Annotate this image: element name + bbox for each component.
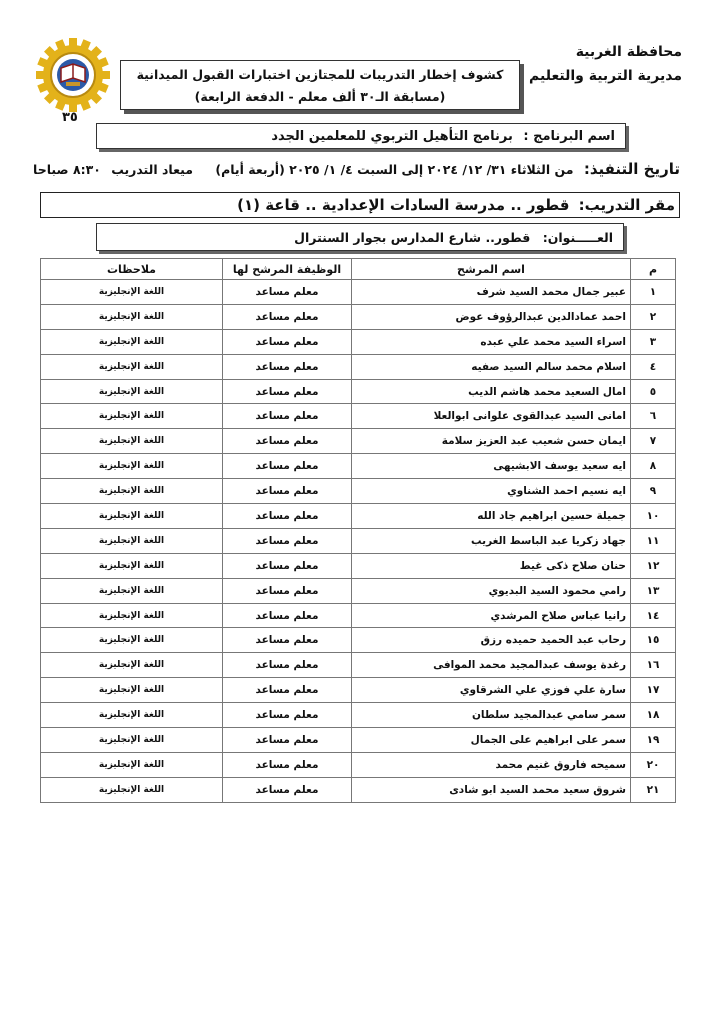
candidate-notes: اللغة الإنجليزية <box>41 479 223 504</box>
candidate-position: معلم مساعد <box>223 354 352 379</box>
candidate-position: معلم مساعد <box>223 504 352 529</box>
address-label: العـــــنوان: <box>542 230 613 245</box>
candidate-notes: اللغة الإنجليزية <box>41 454 223 479</box>
candidate-position: معلم مساعد <box>223 752 352 777</box>
table-row <box>41 703 676 728</box>
execution-label: تاريخ التنفيذ: <box>583 160 680 178</box>
candidate-position: معلم مساعد <box>223 304 352 329</box>
row-number: ١ <box>631 280 676 305</box>
document-title-box <box>120 60 520 110</box>
table-row <box>41 553 676 578</box>
candidate-name: حنان صلاح ذكى غيط <box>352 553 631 578</box>
candidate-name: ايه نسيم احمد الشناوي <box>352 479 631 504</box>
document-subtitle: (مسابقة الـ٣٠ ألف معلم - الدفعة الرابعة) <box>194 89 446 104</box>
candidate-position: معلم مساعد <box>223 479 352 504</box>
table-body <box>41 280 676 803</box>
row-number: ٢١ <box>631 777 676 802</box>
training-time-label: ميعاد التدريب <box>111 162 193 177</box>
row-number: ١٥ <box>631 628 676 653</box>
execution-line <box>18 160 680 178</box>
candidate-notes: اللغة الإنجليزية <box>41 504 223 529</box>
table-row <box>41 777 676 802</box>
document-title: كشوف إخطار التدريبات للمجتازين اختبارات القبول الميدانية <box>136 67 504 82</box>
program-label: اسم البرنامج : <box>523 129 615 144</box>
training-time-value: ٨:٣٠ صباحا <box>33 162 101 177</box>
header-name: اسم المرشح <box>352 259 631 280</box>
candidate-notes: اللغة الإنجليزية <box>41 603 223 628</box>
candidate-position: معلم مساعد <box>223 653 352 678</box>
row-number: ١٤ <box>631 603 676 628</box>
candidates-table <box>40 258 676 803</box>
candidate-name: سمر سامي عبدالمجيد سلطان <box>352 703 631 728</box>
gear-emblem-icon <box>36 38 110 112</box>
header-job: الوظيفة المرشح لها <box>223 259 352 280</box>
table-row <box>41 280 676 305</box>
candidate-name: سميحه فاروق غنيم محمد <box>352 752 631 777</box>
candidate-notes: اللغة الإنجليزية <box>41 429 223 454</box>
candidate-position: معلم مساعد <box>223 280 352 305</box>
venue-value: قطور .. مدرسة السادات الإعدادية .. قاعة (١) <box>237 196 570 214</box>
header-directorate-block <box>529 40 682 88</box>
candidate-name: سمر على ابراهيم على الجمال <box>352 728 631 753</box>
address-box <box>96 223 624 251</box>
header-num: م <box>631 259 676 280</box>
table-row <box>41 528 676 553</box>
candidate-notes: اللغة الإنجليزية <box>41 280 223 305</box>
candidate-name: اسلام محمد سالم السيد صفيه <box>352 354 631 379</box>
address-value: قطور.. شارع المدارس بجوار السنترال <box>294 230 531 245</box>
candidate-notes: اللغة الإنجليزية <box>41 404 223 429</box>
candidate-position: معلم مساعد <box>223 454 352 479</box>
row-number: ٢٠ <box>631 752 676 777</box>
row-number: ١٨ <box>631 703 676 728</box>
row-number: ٨ <box>631 454 676 479</box>
directorate-name: مديرية التربية والتعليم <box>529 68 682 84</box>
candidate-position: معلم مساعد <box>223 379 352 404</box>
governorate-name: محافظة الغربية <box>575 44 682 60</box>
execution-dates: من الثلاثاء ٣١/ ١٢/ ٢٠٢٤ إلى السبت ٤/ ١/ ٢٠٢٥ (أربعة أيام) <box>215 162 574 177</box>
table-row <box>41 504 676 529</box>
page-number: ٣٥ <box>62 110 78 125</box>
candidate-position: معلم مساعد <box>223 429 352 454</box>
table-row <box>41 628 676 653</box>
candidate-notes: اللغة الإنجليزية <box>41 653 223 678</box>
candidate-name: امانى السيد عبدالقوى علوانى ابوالعلا <box>352 404 631 429</box>
header-notes: ملاحظات <box>41 259 223 280</box>
row-number: ٣ <box>631 329 676 354</box>
row-number: ١٣ <box>631 578 676 603</box>
table-row <box>41 429 676 454</box>
candidate-name: اسراء السيد محمد علي عبده <box>352 329 631 354</box>
candidate-name: رحاب عبد الحميد حميده رزق <box>352 628 631 653</box>
candidate-name: رامي محمود السيد البديوي <box>352 578 631 603</box>
table-row <box>41 678 676 703</box>
candidate-position: معلم مساعد <box>223 678 352 703</box>
candidate-name: جميلة حسين ابراهيم جاد الله <box>352 504 631 529</box>
candidate-notes: اللغة الإنجليزية <box>41 752 223 777</box>
candidate-notes: اللغة الإنجليزية <box>41 354 223 379</box>
candidate-notes: اللغة الإنجليزية <box>41 777 223 802</box>
program-value: برنامج التأهيل التربوي للمعلمين الجدد <box>271 129 513 144</box>
candidate-name: امال السعيد محمد هاشم الديب <box>352 379 631 404</box>
table-row <box>41 404 676 429</box>
table-row <box>41 329 676 354</box>
row-number: ١١ <box>631 528 676 553</box>
candidate-position: معلم مساعد <box>223 603 352 628</box>
candidate-position: معلم مساعد <box>223 553 352 578</box>
row-number: ١٧ <box>631 678 676 703</box>
candidate-name: عبير جمال محمد السيد شرف <box>352 280 631 305</box>
candidate-position: معلم مساعد <box>223 404 352 429</box>
candidate-notes: اللغة الإنجليزية <box>41 553 223 578</box>
candidate-position: معلم مساعد <box>223 728 352 753</box>
candidate-notes: اللغة الإنجليزية <box>41 728 223 753</box>
table-row <box>41 304 676 329</box>
table-row <box>41 578 676 603</box>
row-number: ٦ <box>631 404 676 429</box>
candidate-name: سارة علي فوزي علي الشرقاوي <box>352 678 631 703</box>
candidate-notes: اللغة الإنجليزية <box>41 678 223 703</box>
table-row <box>41 653 676 678</box>
table-row <box>41 752 676 777</box>
table-header-row <box>41 259 676 280</box>
candidate-name: جهاد زكريا عبد الباسط الغريب <box>352 528 631 553</box>
row-number: ٥ <box>631 379 676 404</box>
candidate-name: ايه سعيد يوسف الابشيهى <box>352 454 631 479</box>
table-row <box>41 479 676 504</box>
row-number: ٤ <box>631 354 676 379</box>
candidate-position: معلم مساعد <box>223 528 352 553</box>
candidate-name: ايمان حسن شعيب عبد العزيز سلامة <box>352 429 631 454</box>
row-number: ١٦ <box>631 653 676 678</box>
candidate-position: معلم مساعد <box>223 777 352 802</box>
candidate-position: معلم مساعد <box>223 329 352 354</box>
candidate-name: شروق سعيد محمد السيد ابو شادى <box>352 777 631 802</box>
candidate-notes: اللغة الإنجليزية <box>41 379 223 404</box>
table-row <box>41 603 676 628</box>
row-number: ٧ <box>631 429 676 454</box>
venue-box <box>40 192 680 218</box>
program-box <box>96 123 626 149</box>
candidate-name: رانيا عباس صلاح المرشدي <box>352 603 631 628</box>
candidate-notes: اللغة الإنجليزية <box>41 628 223 653</box>
candidate-position: معلم مساعد <box>223 628 352 653</box>
venue-label: مقر التدريب: <box>578 196 675 214</box>
candidate-notes: اللغة الإنجليزية <box>41 329 223 354</box>
row-number: ١٩ <box>631 728 676 753</box>
row-number: ٩ <box>631 479 676 504</box>
table-row <box>41 728 676 753</box>
row-number: ١٠ <box>631 504 676 529</box>
candidate-position: معلم مساعد <box>223 703 352 728</box>
candidate-name: احمد عمادالدين عبدالرؤوف عوض <box>352 304 631 329</box>
ministry-logo <box>36 38 110 112</box>
candidate-notes: اللغة الإنجليزية <box>41 703 223 728</box>
table-row <box>41 379 676 404</box>
row-number: ٢ <box>631 304 676 329</box>
candidate-name: رغدة يوسف عبدالمجيد محمد الموافى <box>352 653 631 678</box>
table-row <box>41 454 676 479</box>
table-row <box>41 354 676 379</box>
candidate-notes: اللغة الإنجليزية <box>41 528 223 553</box>
row-number: ١٢ <box>631 553 676 578</box>
candidate-position: معلم مساعد <box>223 578 352 603</box>
candidate-notes: اللغة الإنجليزية <box>41 304 223 329</box>
candidate-notes: اللغة الإنجليزية <box>41 578 223 603</box>
